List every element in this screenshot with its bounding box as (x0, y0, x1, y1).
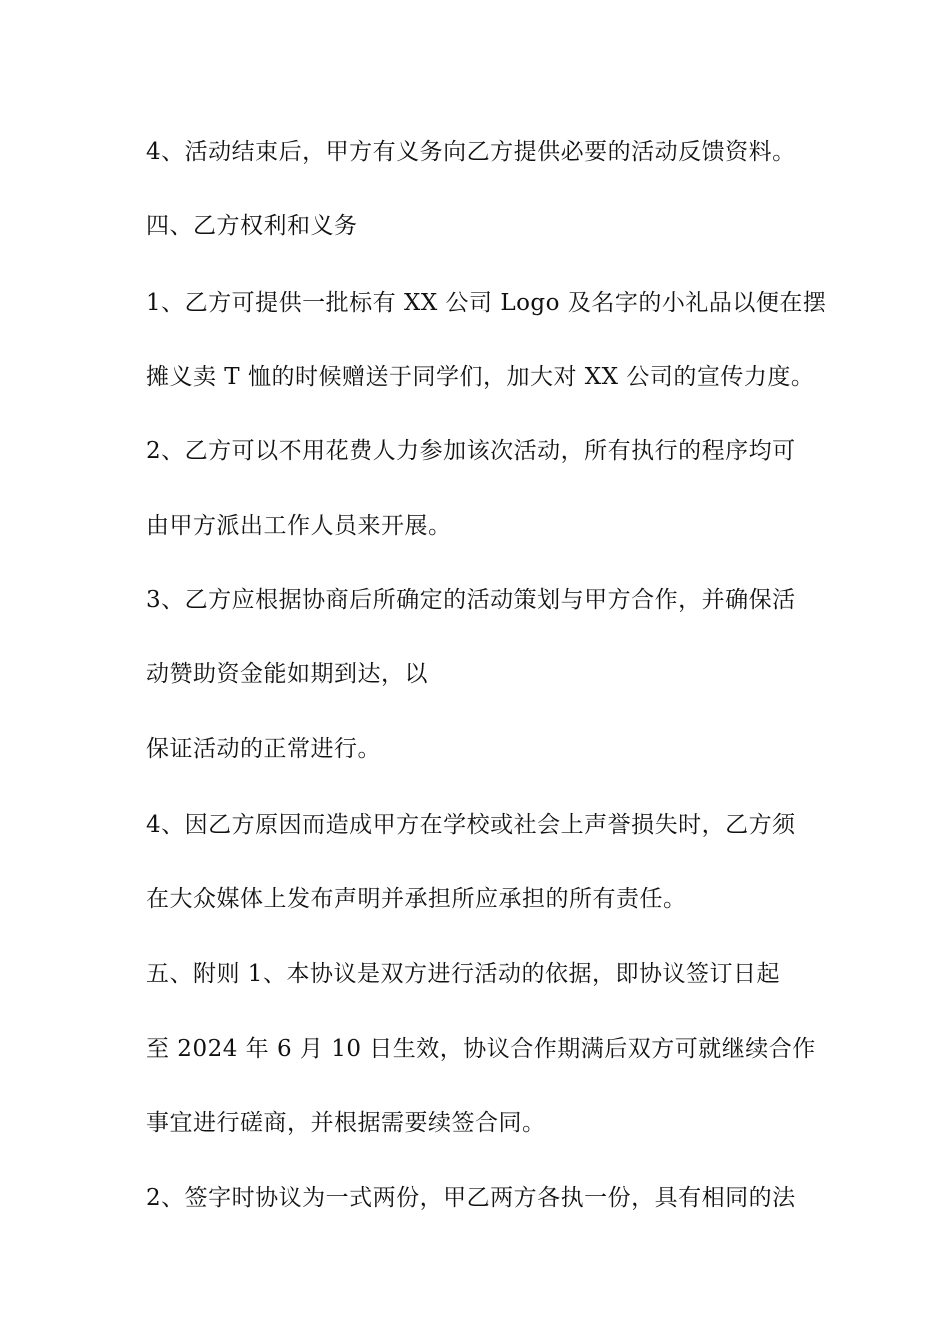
appendix-clause-2-line-1: 2、签字时协议为一式两份，甲乙两方各执一份，具有相同的法 (146, 1185, 796, 1211)
clause-1-line-1: 1、乙方可提供一批标有 XX 公司 Logo 及名字的小礼品以便在摆 (146, 290, 827, 316)
clause-3-line-3: 保证活动的正常进行。 (146, 736, 381, 762)
clause-4-line-1: 4、因乙方原因而造成甲方在学校或社会上声誉损失时，乙方须 (146, 812, 796, 838)
section-heading-party-b-rights: 四、乙方权利和义务 (146, 213, 358, 239)
clause-2-line-1: 2、乙方可以不用花费人力参加该次活动，所有执行的程序均可 (146, 438, 796, 464)
clause-3-line-2: 动赞助资金能如期到达，以 (146, 661, 428, 687)
clause-3-line-1: 3、乙方应根据协商后所确定的活动策划与甲方合作，并确保活 (146, 587, 796, 613)
appendix-clause-1-line-2: 至 2024 年 6 月 10 日生效，协议合作期满后双方可就继续合作 (146, 1036, 816, 1062)
clause-4-line-2: 在大众媒体上发布声明并承担所应承担的所有责任。 (146, 886, 687, 912)
clause-1-line-2: 摊义卖 T 恤的时候赠送于同学们，加大对 XX 公司的宣传力度。 (146, 364, 815, 390)
section-heading-appendix-clause-1: 五、附则 1、本协议是双方进行活动的依据，即协议签订日起 (146, 961, 780, 987)
clause-2-line-2: 由甲方派出工作人员来开展。 (146, 513, 452, 539)
clause-4-party-a-feedback: 4、活动结束后，甲方有义务向乙方提供必要的活动反馈资料。 (146, 139, 796, 165)
appendix-clause-1-line-3: 事宜进行磋商，并根据需要续签合同。 (146, 1110, 546, 1136)
